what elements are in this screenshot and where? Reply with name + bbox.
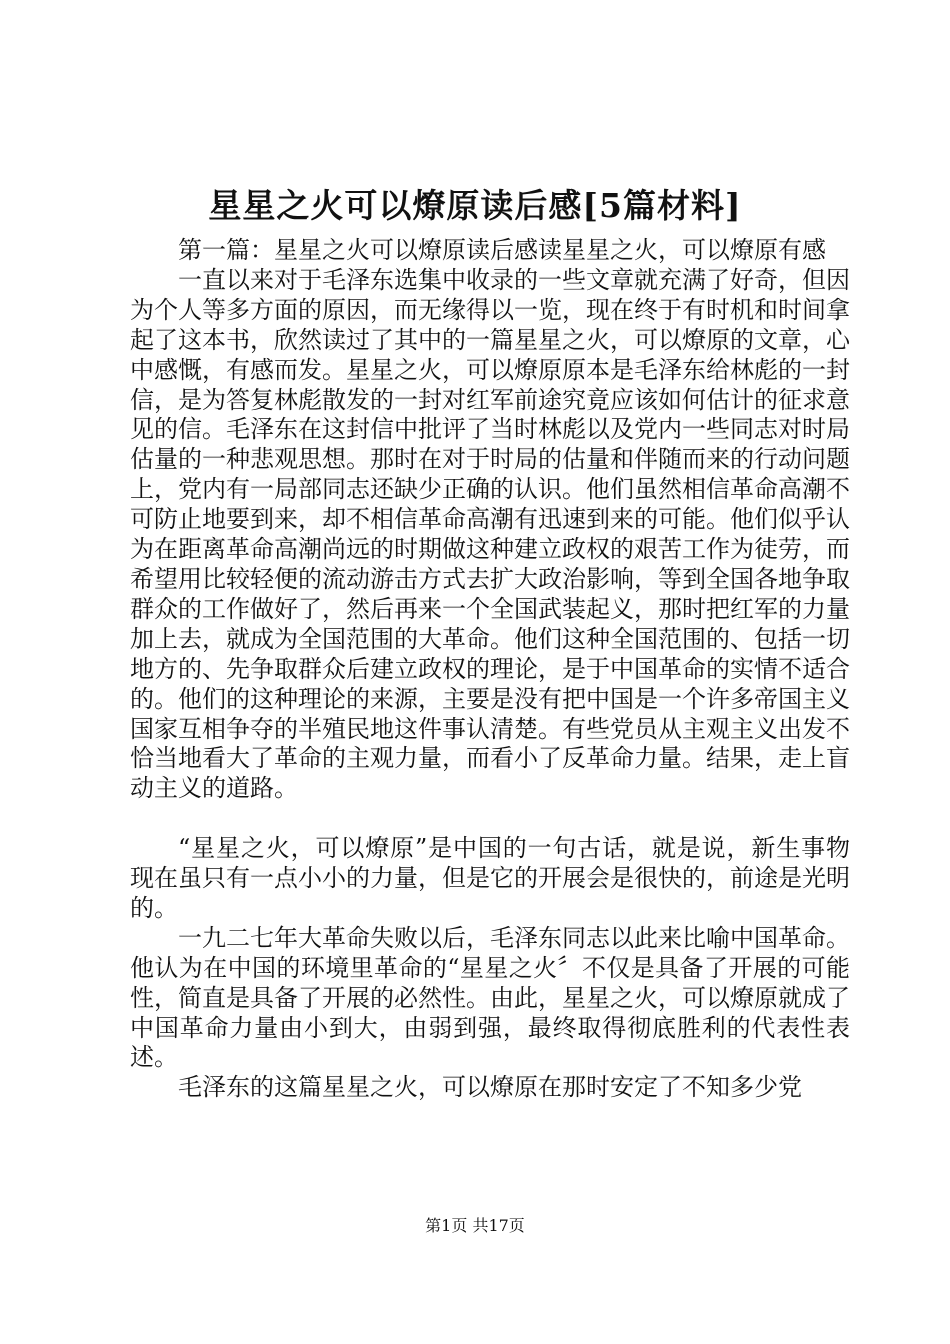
paragraph: “星星之火，可以燎原”是中国的一句古话，就是说，新生事物现在虽只有一点小小的力量，但是它的开展会是很快的，前途是光明的。 — [130, 834, 850, 922]
document-body — [130, 236, 850, 1103]
paragraph: 一直以来对于毛泽东选集中收录的一些文章就充满了好奇，但因为个人等多方面的原因，而无缘得以一览，现在终于有时机和时间拿起了这本书，欣然读过了其中的一篇星星之火，可以燎原的文章，心中感慨，有感而发。星星之火，可以燎原原本是毛泽东给林彪的一封信，是为答复林彪散发的一封对红军前途究竟应该如何估计的征求意见的信。毛泽东在这封信中批评了当时林彪以及党内一些同志对时局估量的一种悲观思想。那时在对于时局的估量和伴随而来的行动问题上，党内有一局部同志还缺少正确的认识。他们虽然相信革命高潮不可防止地要到来，却不相信革命高潮有迅速到来的可能。他们似乎认为在距离革命高潮尚远的时期做这种建立政权的艰苦工作为徒劳，而希望用比较轻便的流动游击方式去扩大政治影响，等到全国各地争取群众的工作做好了，然后再来一个全国武装起义，那时把红军的力量加上去，就成为全国范围的大革命。他们这种全国范围的、包括一切地方的、先争取群众后建立政权的理论，是于中国革命的实情不适合的。他们的这种理论的来源，主要是没有把中国是一个许多帝国主义国家互相争夺的半殖民地这件事认清楚。有些党员从主观主义出发不恰当地看大了革命的主观力量，而看小了反革命力量。结果，走上盲动主义的道路。 — [130, 265, 850, 803]
paragraph-heading: 第一篇：星星之火可以燎原读后感读星星之火，可以燎原有感 — [178, 236, 826, 264]
paragraph-spacer — [130, 804, 850, 834]
paragraph: 毛泽东的这篇星星之火，可以燎原在那时安定了不知多少党 — [178, 1073, 802, 1102]
page-footer: 第1页 共17页 — [425, 1216, 525, 1235]
paragraph: 一九二七年大革命失败以后，毛泽东同志以此来比喻中国革命。他认为在中国的环境里革命的“星星之火〞不仅是具备了开展的可能性，简直是具备了开展的必然性。由此，星星之火，可以燎原就成了中国革命力量由小到大，由弱到强，最终取得彻底胜利的代表性表述。 — [130, 923, 850, 1072]
document-title: 星星之火可以燎原读后感[5篇材料] — [208, 186, 742, 225]
